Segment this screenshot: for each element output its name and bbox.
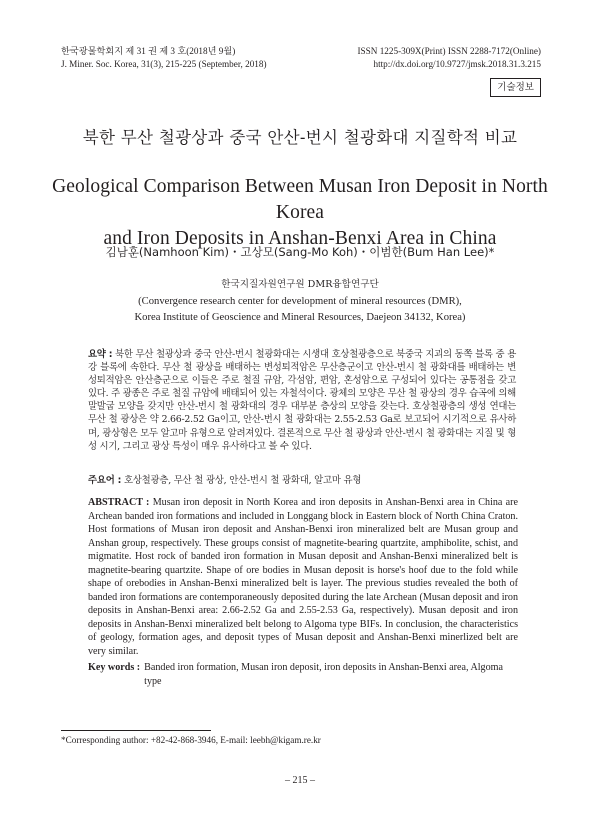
affiliation-english-line1: (Convergence research center for development of mineral resources (DMR), bbox=[138, 295, 462, 307]
author-list: 김남훈(Namhoon Kim)・고상모(Sang-Mo Koh)・이범한(Bum Han Lee)* bbox=[105, 245, 495, 259]
title-korean: 북한 무산 철광상과 중국 안산-번시 철광화대 지질학적 비교 bbox=[82, 128, 518, 147]
affiliation bbox=[40, 277, 560, 327]
keywords-english-label: Key words : bbox=[88, 662, 141, 673]
journal-name-kr: 한국광물학회지 제 31 권 제 3 호(2018년 9월) bbox=[61, 46, 236, 56]
issn-line: ISSN 1225-309X(Print) ISSN 2288-7172(Online) bbox=[357, 46, 541, 56]
doi-link[interactable]: http://dx.doi.org/10.9727/jmsk.2018.31.3.215 bbox=[373, 59, 541, 69]
abstract-english-label: ABSTRACT : bbox=[88, 497, 150, 508]
keywords-english bbox=[88, 661, 518, 688]
article-type-badge: 기술정보 bbox=[490, 78, 541, 97]
abstract-english bbox=[88, 496, 518, 659]
title-english bbox=[40, 174, 560, 252]
keywords-korean-text: 호상철광층, 무산 철 광상, 안산-번시 철 광화대, 알고마 유형 bbox=[121, 475, 362, 486]
title-english-line2: and Iron Deposits in Anshan-Benxi Area in China bbox=[103, 228, 497, 249]
abstract-korean-text: 북한 무산 철광상과 중국 안산-번시 철광화대는 시생대 호상철광층으로 북중국 지괴의 동쪽 블록 중 용강 블록에 속한다. 무산 철 광상을 배태하는 변성퇴적암은 무산층군이고 안산-번시 철 광화대를 배태하는 변성퇴적암은 안산층군으로 이들은 주로 철질 규암, 각섬암, 편암, 혼성암으로 구성되어 있다는 공통점을 갖고 있다. 주 광종은 주로 철질 규암에 배태되어 있는 자철석이다. 광체의 모양은 무산 철 광상의 경우 습곡에 의해 말발굽 모양을 갖지만 안산-번시 철 광화대의 경우 대부분 층상의 모양을 갖는다. 호상철광층의 생성 연대는 무산 철 광상은 약 2.66-2.52 Ga이고, 안산-번시 철 광화대는 2.55-2.53 Ga로 보고되어 시기적으로 유사하며, 광상형은 모두 알고마 유형으로 알려져있다. 결론적으로 무산 철 광상과 안산-번시 철 광화대는 지질 및 형성 시기, 그리고 광상 특성이 매우 유사하다고 볼 수 있다. bbox=[88, 349, 517, 452]
abstract-english-text: Musan iron deposit in North Korea and iron deposits in Anshan-Benxi area in China are Archean banded iron formations and included in Longgang block in Eastern block of North China Craton. Host formations of Musan iron deposit and Anshan-Benxi iron mineralized belt are Musan group and Anshan group, respectively. These groups consist of magnetite-bearing quartzite, amphibolite, schist, and migmatite. Host rock of banded iron formation in Musan deposit and Anshan-Benxi mineralized belt is magnetite-bearing quartzite. Shape of ore bodies in Musan deposit is horse's hoof due to the fold while shape of orebodies in Anshan-Benxi mineralized belt is layer. The previous studies revealed the both of banded iron formations are contemporaneously deposited during the late Archean (Musan deposit and iron deposits in Anshan-Benxi area: 2.66-2.52 Ga and 2.55-2.53 Ga, respectively). Musan deposit and iron deposits in Anshan-Benxi mineralized belt belong to Algoma type BIFs. In conclusion, the characteristics of geology, formation ages, and deposit types of Musan deposit and Anshan-Benxi minerlized belt are very similar. bbox=[88, 497, 518, 658]
page-number: – 215 – bbox=[285, 775, 315, 786]
affiliation-korean: 한국지질자원연구원 DMR융합연구단 bbox=[221, 279, 379, 290]
footnote-divider bbox=[61, 730, 211, 731]
journal-header-left bbox=[61, 45, 267, 71]
keywords-korean-label: 주요어 : bbox=[88, 475, 122, 486]
journal-header-right bbox=[358, 45, 542, 71]
corresponding-author-footnote: *Corresponding author: +82-42-868-3946, E-mail: leebh@kigam.re.kr bbox=[61, 735, 321, 745]
abstract-korean-label: 요약 : bbox=[88, 349, 113, 360]
keywords-korean bbox=[88, 474, 516, 487]
title-english-line1: Geological Comparison Between Musan Iron Deposit in North Korea bbox=[52, 176, 548, 223]
affiliation-english-line2: Korea Institute of Geoscience and Mineral Resources, Daejeon 34132, Korea) bbox=[134, 312, 466, 323]
abstract-korean bbox=[88, 348, 516, 453]
journal-citation-en: J. Miner. Soc. Korea, 31(3), 215-225 (September, 2018) bbox=[61, 59, 267, 69]
keywords-english-text: Banded iron formation, Musan iron deposit, iron deposits in Anshan-Benxi area, Algoma type bbox=[144, 662, 503, 687]
